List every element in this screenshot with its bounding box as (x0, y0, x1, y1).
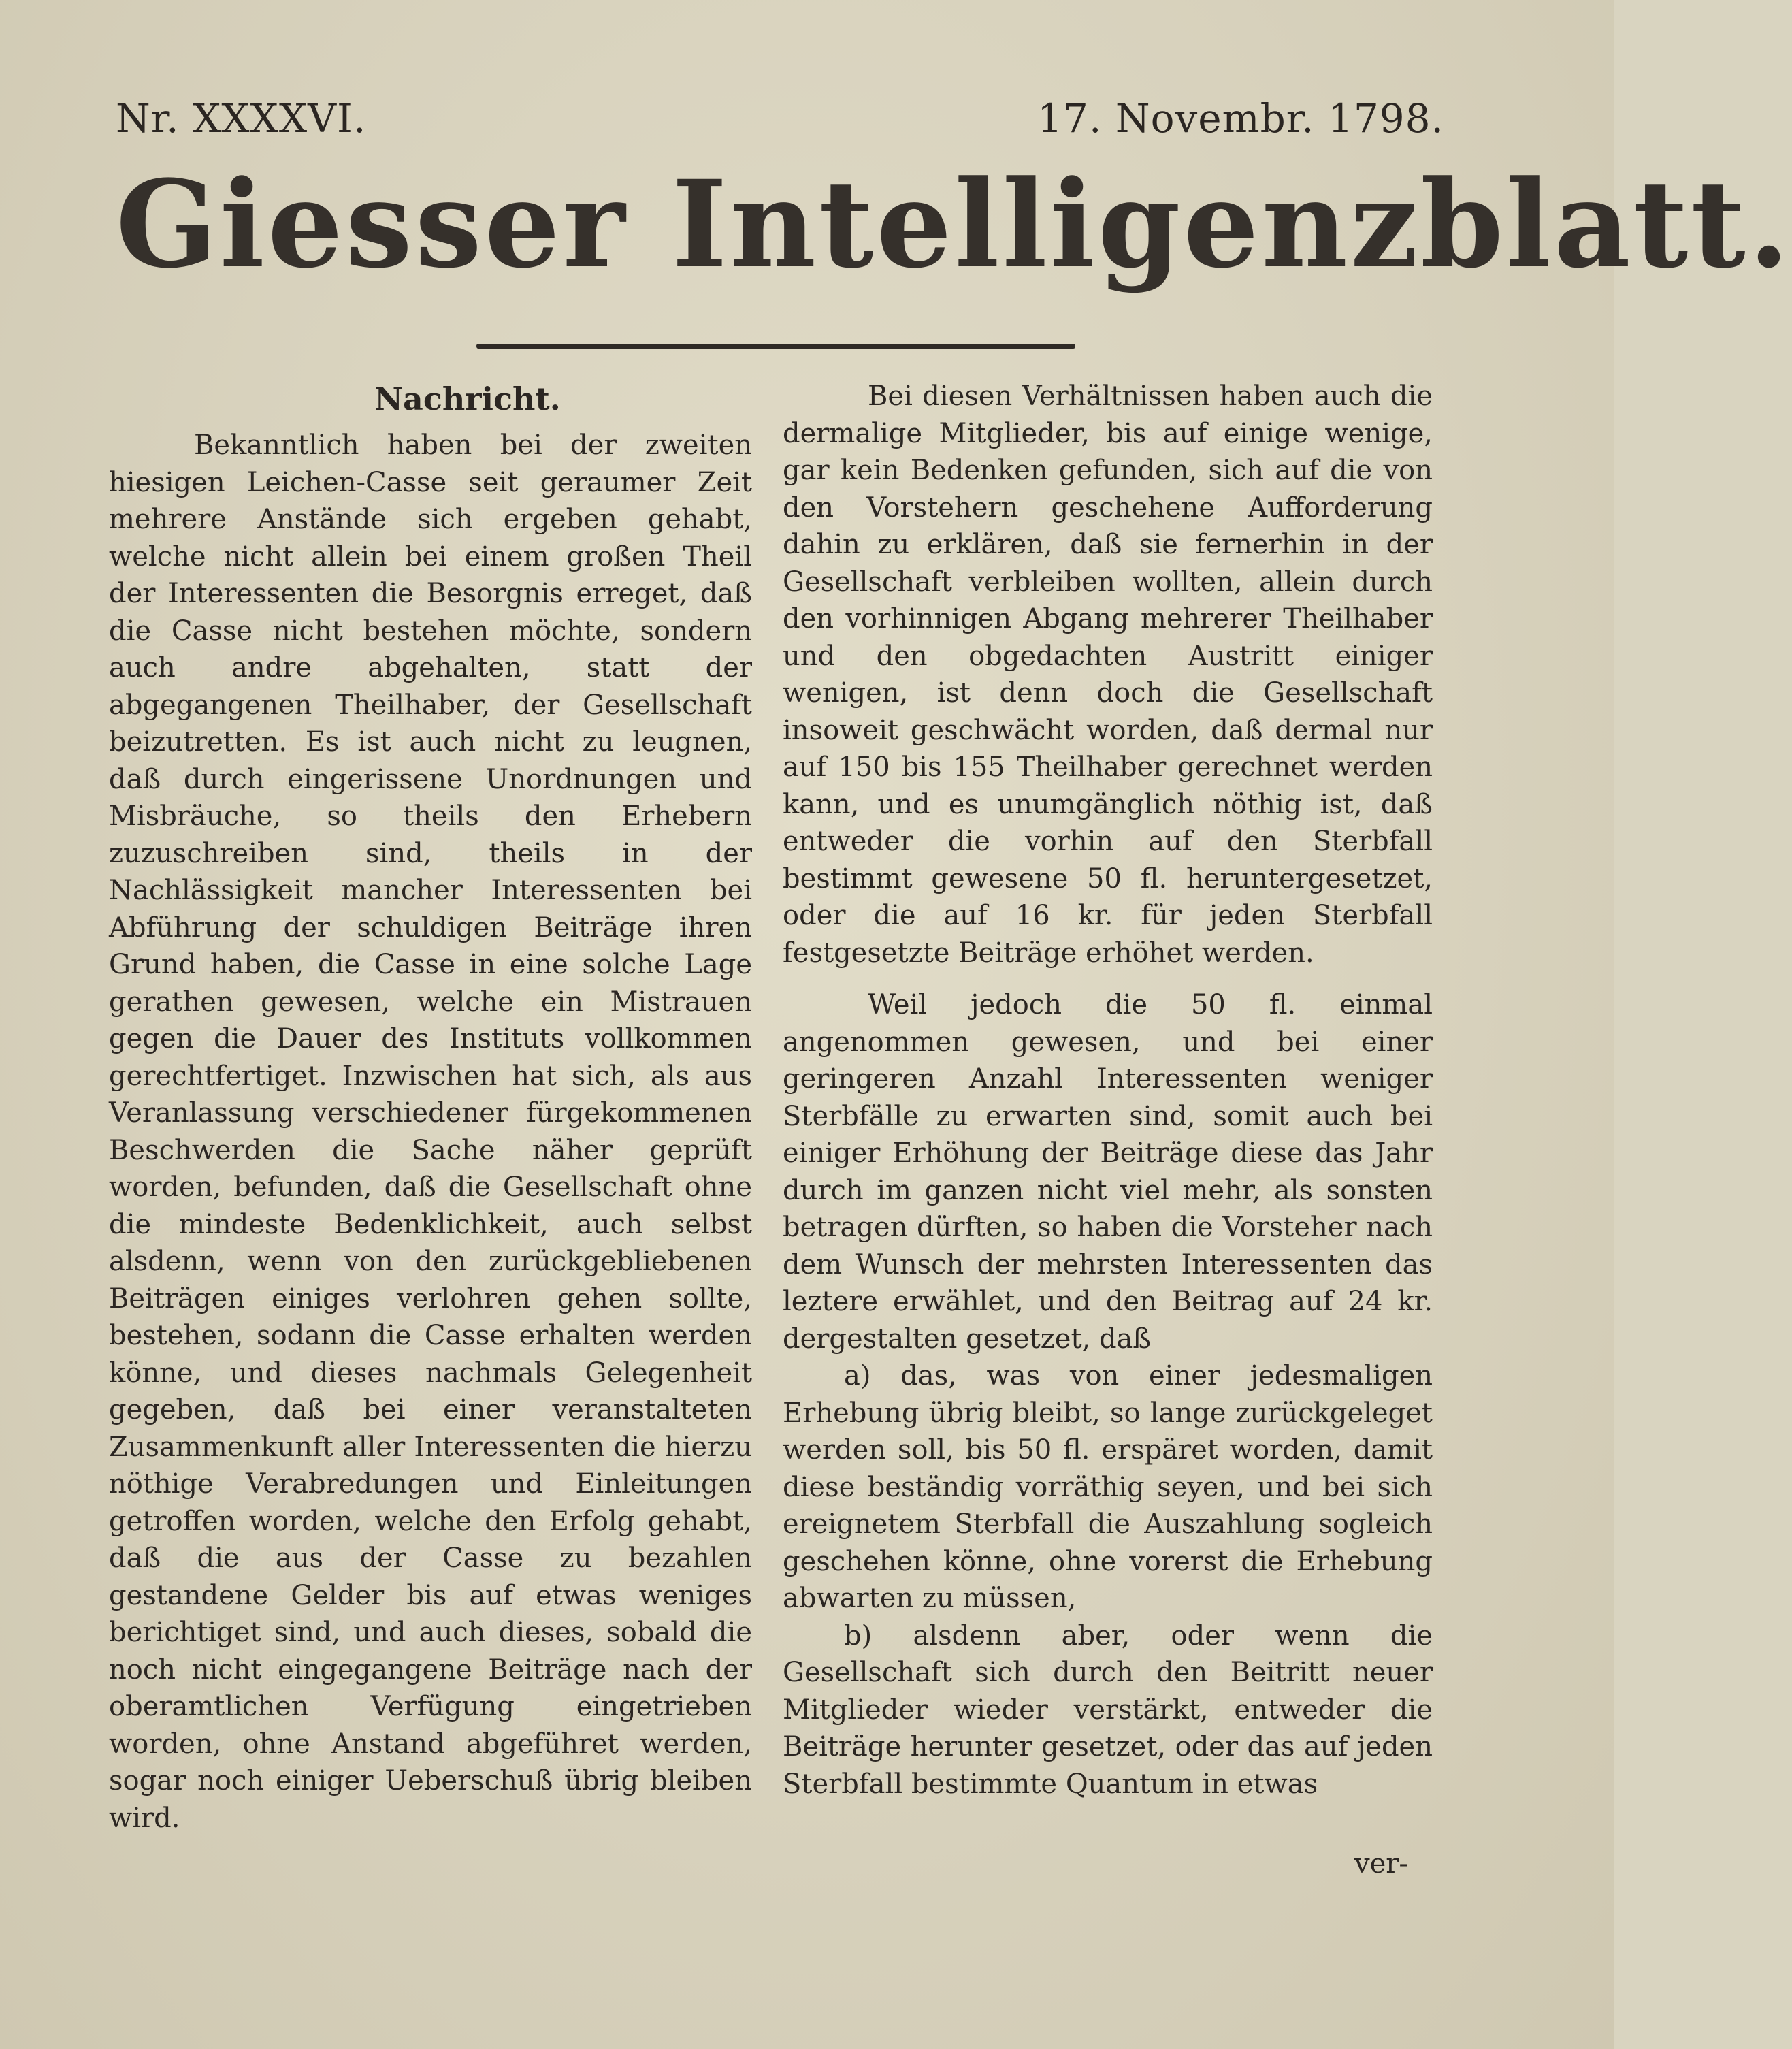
masthead-rule (476, 344, 1075, 349)
header-row (116, 95, 1444, 142)
list-item-a: a) das, was von einer jedesmaligen Erhebung übrig bleibt, so lange zurückgeleget werden soll, bis 50 fl. erspäret worden, damit diese beständig vorräthig seyen, und bei sich ereignetem Sterbfall die Auszahlung sogleich geschehen könne, ohne vorerst die Erhebung abwarten zu müssen, (783, 1360, 1433, 1614)
issue-number: Nr. XXXXVI. (116, 95, 367, 142)
catchword: ver- (1354, 1848, 1408, 1879)
right-paragraph-2: Weil jedoch die 50 fl. einmal angenommen gewesen, und bei einer geringeren Anzahl Interessenten weniger Sterbfälle zu erwarten sind, somit auch bei einiger Erhöhung der Beiträge diese das Jahr durch im ganzen nicht viel mehr, als sonsten betragen dürften, so haben die Vorsteher nach dem Wunsch der mehrsten Interessenten das leztere erwählet, und den Beitrag auf 24 kr. dergestalten gesetzet, daß (783, 989, 1433, 1355)
left-column (109, 378, 752, 1837)
list-item-b: b) alsdenn aber, oder wenn die Gesellschaft sich durch den Beitritt neuer Mitglieder wieder verstärkt, entweder die Beiträge herunter gesetzet, oder das auf jeden Sterbfall bestimmte Quantum in etwas (783, 1619, 1433, 1800)
issue-date: 17. Novembr. 1798. (1037, 95, 1444, 142)
right-column (783, 378, 1433, 1803)
article-heading: Nachricht. (374, 381, 561, 417)
left-paragraph-1: Bekanntlich haben bei der zweiten hiesigen Leichen-Casse seit geraumer Zeit mehrere Anstände sich ergeben gehabt, welche nicht allein bei einem großen Theil der Interessenten die Besorgnis erreget, daß die Casse nicht bestehen möchte, sondern auch andre abgehalten, statt der abgegangenen Theilhaber, der Gesellschaft beizutretten. Es ist auch nicht zu leugnen, daß durch eingerissene Unordnungen und Misbräuche, so theils den Erhebern zuzuschreiben sind, theils in der Nachlässigkeit mancher Interessenten bei Abführung der schuldigen Beiträge ihren Grund haben, die Casse in eine solche Lage gerathen gewesen, welche ein Mistrauen gegen die Dauer des Instituts vollkommen gerechtfertiget. Inzwischen hat sich, als aus Veranlassung verschiedener fürgekommenen Beschwerden die Sache näher geprüft worden, befunden, daß die Gesellschaft ohne die mindeste Bedenklichkeit, auch selbst alsdenn, wenn von den zurückgebliebenen Beiträgen einiges verlohren gehen sollte, bestehen, sodann die Casse erhalten werden könne, und dieses nachmals Gelegenheit gegeben, daß bei einer veranstalteten Zusammenkunft aller Interessenten die hierzu nöthige Verabredungen und Einleitungen getroffen worden, welche den Erfolg gehabt, daß die aus der Casse zu bezahlen gestandene Gelder bis auf etwas weniges berichtiget sind, und auch dieses, sobald die noch nicht eingegangene Beiträge nach der oberamtlichen Verfügung eingetrieben worden, ohne Anstand abgeführet werden, sogar noch einiger Ueberschuß übrig bleiben wird. (109, 430, 752, 1834)
right-paragraph-1: Bei diesen Verhältnissen haben auch die dermalige Mitglieder, bis auf einige wenige, gar kein Bedenken gefunden, sich auf die von den Vorstehern geschehene Aufforderung dahin zu erklären, daß sie fernerhin in der Gesellschaft verbleiben wollten, allein durch den vorhinnigen Abgang mehrerer Theilhaber und den obgedachten Austritt einiger wenigen, ist denn doch die Gesellschaft insoweit geschwächt worden, daß dermal nur auf 150 bis 155 Theilhaber gerechnet werden kann, und es unumgänglich nöthig ist, daß entweder die vorhin auf den Sterbfall bestimmt gewesene 50 fl. heruntergesetzet, oder die auf 16 kr. für jeden Sterbfall festgesetzte Beiträge erhöhet werden. (783, 381, 1433, 969)
masthead-title: Giesser Intelligenzblatt. (116, 154, 1792, 295)
